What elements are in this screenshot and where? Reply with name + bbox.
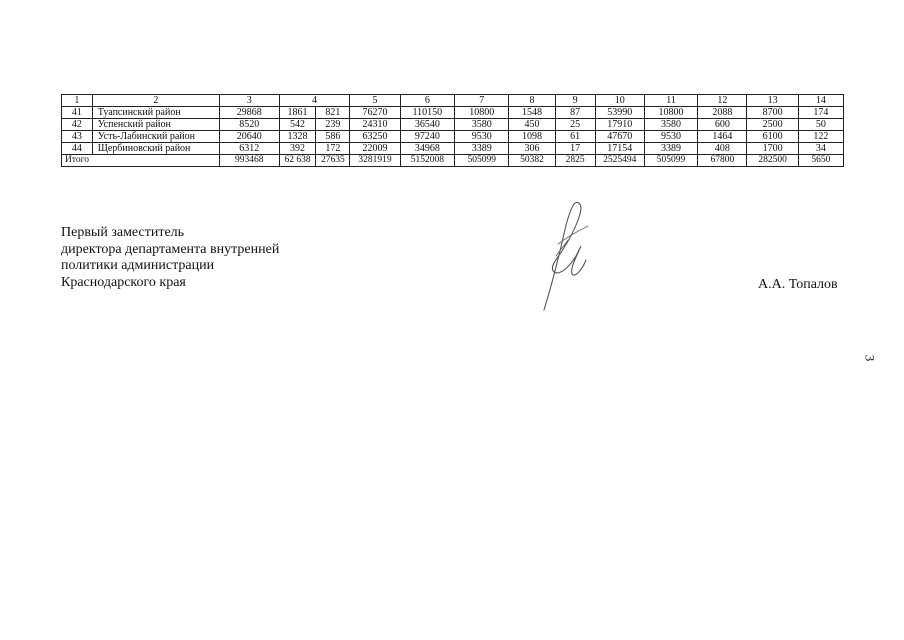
value-cell: 600	[698, 119, 747, 131]
table-row	[62, 143, 844, 155]
total-value-cell: 2825	[555, 155, 595, 167]
value-cell: 24310	[350, 119, 400, 131]
value-cell: 174	[798, 107, 843, 119]
value-cell: 50	[798, 119, 843, 131]
header-cell: 12	[698, 95, 747, 107]
value-cell: 97240	[400, 131, 454, 143]
value-cell: 2500	[747, 119, 798, 131]
header-cell: 11	[644, 95, 697, 107]
value-cell: 29868	[220, 107, 280, 119]
total-row	[62, 155, 844, 167]
district-name-cell: Успенский район	[92, 119, 219, 131]
value-cell: 3389	[455, 143, 509, 155]
total-value-cell: 505099	[455, 155, 509, 167]
table-row	[62, 119, 844, 131]
value-cell: 6100	[747, 131, 798, 143]
header-cell: 14	[798, 95, 843, 107]
row-number-cell: 43	[62, 131, 93, 143]
total-value-cell: 2525494	[595, 155, 644, 167]
position-line: Краснодарского края	[61, 274, 186, 290]
total-value-cell: 505099	[644, 155, 697, 167]
total-value-cell: 27635	[316, 155, 350, 167]
value-cell: 9530	[644, 131, 697, 143]
value-cell: 63250	[350, 131, 400, 143]
value-cell: 22009	[350, 143, 400, 155]
total-value-cell: 3281919	[350, 155, 400, 167]
row-number-cell: 44	[62, 143, 93, 155]
value-cell: 450	[509, 119, 555, 131]
handwritten-signature	[530, 198, 600, 316]
value-cell: 9530	[455, 131, 509, 143]
value-cell: 76270	[350, 107, 400, 119]
value-cell: 17154	[595, 143, 644, 155]
total-value-cell: 67800	[698, 155, 747, 167]
value-cell: 10800	[644, 107, 697, 119]
total-value-cell: 5650	[798, 155, 843, 167]
district-name-cell: Туапсинский район	[92, 107, 219, 119]
value-cell: 408	[698, 143, 747, 155]
row-number-cell: 42	[62, 119, 93, 131]
value-cell: 3580	[644, 119, 697, 131]
total-value-cell: 282500	[747, 155, 798, 167]
page-number: 3	[862, 354, 878, 362]
value-cell: 1098	[509, 131, 555, 143]
value-cell: 36540	[400, 119, 454, 131]
header-cell: 4	[279, 95, 350, 107]
position-line: директора департамента внутренней	[61, 241, 280, 257]
header-cell: 6	[400, 95, 454, 107]
header-cell: 3	[220, 95, 280, 107]
value-cell: 122	[798, 131, 843, 143]
value-cell: 3389	[644, 143, 697, 155]
header-cell: 5	[350, 95, 400, 107]
header-cell: 2	[92, 95, 219, 107]
value-cell: 8700	[747, 107, 798, 119]
district-name-cell: Щербиновский район	[92, 143, 219, 155]
data-table	[61, 94, 844, 167]
total-value-cell: 50382	[509, 155, 555, 167]
value-cell: 17910	[595, 119, 644, 131]
signer-name: А.А. Топалов	[758, 277, 838, 292]
value-cell: 239	[316, 119, 350, 131]
value-cell: 1328	[279, 131, 316, 143]
value-cell: 10800	[455, 107, 509, 119]
total-value-cell: 5152008	[400, 155, 454, 167]
value-cell: 172	[316, 143, 350, 155]
value-cell: 17	[555, 143, 595, 155]
position-line: политики администрации	[61, 258, 215, 273]
value-cell: 53990	[595, 107, 644, 119]
signatory-position	[61, 225, 279, 291]
table-row	[62, 131, 844, 143]
value-cell: 1548	[509, 107, 555, 119]
value-cell: 306	[509, 143, 555, 155]
table-header-row	[62, 95, 844, 107]
value-cell: 47670	[595, 131, 644, 143]
value-cell: 20640	[220, 131, 280, 143]
header-cell: 10	[595, 95, 644, 107]
header-cell: 8	[509, 95, 555, 107]
header-cell: 1	[62, 95, 93, 107]
value-cell: 6312	[220, 143, 280, 155]
value-cell: 1861	[279, 107, 316, 119]
value-cell: 34	[798, 143, 843, 155]
value-cell: 392	[279, 143, 316, 155]
value-cell: 3580	[455, 119, 509, 131]
value-cell: 821	[316, 107, 350, 119]
value-cell: 2088	[698, 107, 747, 119]
header-cell: 7	[455, 95, 509, 107]
header-cell: 13	[747, 95, 798, 107]
value-cell: 1700	[747, 143, 798, 155]
row-number-cell: 41	[62, 107, 93, 119]
value-cell: 110150	[400, 107, 454, 119]
value-cell: 8520	[220, 119, 280, 131]
value-cell: 25	[555, 119, 595, 131]
value-cell: 586	[316, 131, 350, 143]
district-name-cell: Усть-Лабинский район	[92, 131, 219, 143]
total-value-cell: 993468	[220, 155, 280, 167]
position-line: Первый заместитель	[61, 225, 185, 240]
total-label: Итого	[62, 155, 220, 167]
table-row	[62, 107, 844, 119]
header-cell: 9	[555, 95, 595, 107]
value-cell: 61	[555, 131, 595, 143]
value-cell: 34968	[400, 143, 454, 155]
value-cell: 542	[279, 119, 316, 131]
total-value-cell: 62 638	[279, 155, 316, 167]
value-cell: 1464	[698, 131, 747, 143]
value-cell: 87	[555, 107, 595, 119]
